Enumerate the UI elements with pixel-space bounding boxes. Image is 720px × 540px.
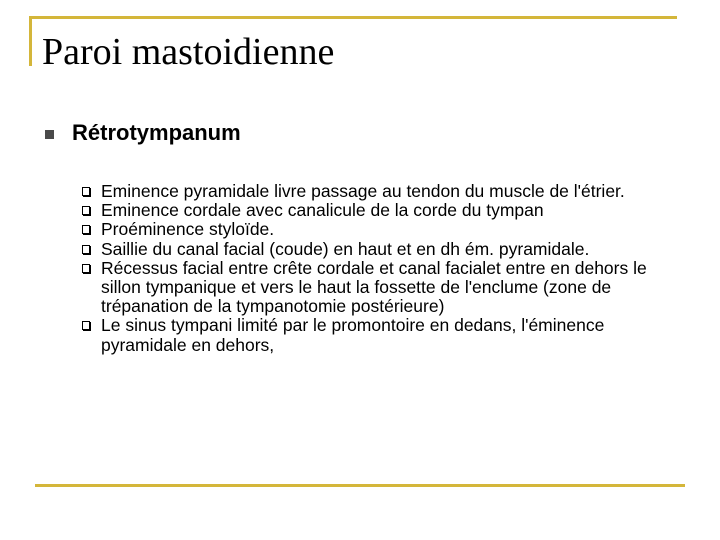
filled-square-bullet-icon bbox=[45, 130, 54, 139]
bottom-divider-line bbox=[35, 484, 685, 487]
hollow-square-bullet-icon bbox=[82, 206, 90, 215]
list-item bbox=[82, 316, 682, 354]
slide-title: Paroi mastoidienne bbox=[42, 31, 335, 73]
list-item bbox=[82, 201, 682, 220]
list-item-text: Proéminence styloïde. bbox=[101, 219, 275, 240]
hollow-square-bullet-icon bbox=[82, 321, 90, 330]
list-item bbox=[82, 259, 682, 317]
section-heading: Rétrotympanum bbox=[72, 120, 241, 145]
hollow-square-bullet-icon bbox=[82, 264, 90, 273]
title-frame-left-line bbox=[29, 16, 32, 66]
list-item bbox=[82, 182, 682, 201]
list-item bbox=[82, 240, 682, 259]
hollow-square-bullet-icon bbox=[82, 187, 90, 196]
list-item-text: Eminence cordale avec canalicule de la corde du tympan bbox=[101, 200, 544, 221]
title-frame-top-line bbox=[29, 16, 677, 19]
hollow-square-bullet-icon bbox=[82, 225, 90, 234]
list-item-text: Le sinus tympani limité par le promontoire en dedans, l'éminence pyramidale en dehors, bbox=[101, 315, 605, 355]
sub-bullet-list bbox=[82, 182, 682, 355]
list-item-text: Eminence pyramidale livre passage au tendon du muscle de l'étrier. bbox=[101, 181, 625, 201]
list-item bbox=[82, 220, 682, 239]
list-item-text: Saillie du canal facial (coude) en haut et en dh ém. pyramidale. bbox=[101, 238, 590, 259]
hollow-square-bullet-icon bbox=[82, 245, 90, 254]
list-item-text: Récessus facial entre crête cordale et canal facialet entre en dehors le sillon tympanique et vers le haut la fossette de l'enclume (zone de trépanation de la tympanotomie postérieure) bbox=[101, 257, 647, 317]
